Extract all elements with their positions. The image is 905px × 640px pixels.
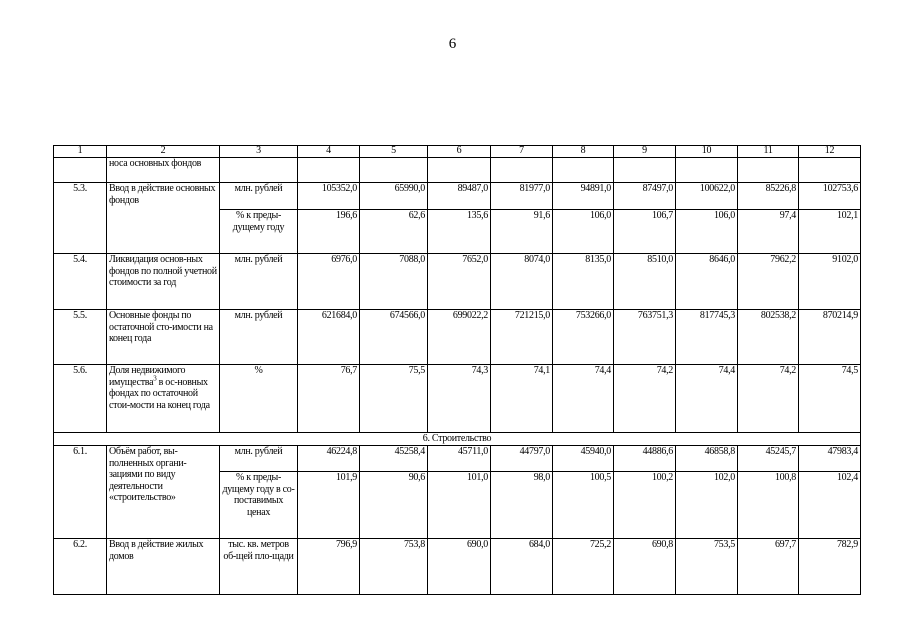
value-cell: 102,1 [799, 210, 861, 254]
row-number: 5.6. [54, 365, 107, 433]
column-number: 10 [676, 146, 738, 158]
indicator-name-part: Доля недвижимого имущества [109, 365, 186, 388]
value-cell: 8510,0 [614, 254, 676, 310]
value-cell: 699022,2 [428, 310, 491, 365]
value-cell: 690,0 [428, 539, 491, 595]
value-cell: 44797,0 [491, 446, 553, 472]
unit-cell: млн. рублей [220, 446, 298, 472]
value-cell: 46224,8 [298, 446, 360, 472]
value-cell: 62,6 [360, 210, 428, 254]
page-number: 6 [448, 36, 457, 52]
value-cell: 74,5 [799, 365, 861, 433]
value-cell: 802538,2 [738, 310, 799, 365]
value-cell: 763751,3 [614, 310, 676, 365]
table-row [54, 310, 861, 365]
value-cell: 753,5 [676, 539, 738, 595]
value-cell: 45245,7 [738, 446, 799, 472]
value-cell: 796,9 [298, 539, 360, 595]
value-cell: 85226,8 [738, 183, 799, 210]
footnote-mark: 3 [153, 374, 157, 383]
value-cell: 7088,0 [360, 254, 428, 310]
value-cell: 44886,6 [614, 446, 676, 472]
value-cell: 74,1 [491, 365, 553, 433]
value-cell: 8135,0 [553, 254, 614, 310]
column-number: 12 [799, 146, 861, 158]
value-cell: 45940,0 [553, 446, 614, 472]
value-cell: 97,4 [738, 210, 799, 254]
value-cell: 47983,4 [799, 446, 861, 472]
value-cell: 100,2 [614, 472, 676, 539]
value-cell: 725,2 [553, 539, 614, 595]
column-number: 9 [614, 146, 676, 158]
value-cell: 75,5 [360, 365, 428, 433]
section-header-row [54, 433, 861, 446]
indicator-name-part: в ос-новных фондах по остаточной стои-мости на конец года [109, 376, 210, 411]
value-cell: 196,6 [298, 210, 360, 254]
value-cell: 674566,0 [360, 310, 428, 365]
unit-cell: млн. рублей [220, 183, 298, 210]
indicator-name: Ввод в действие основных фондов [107, 183, 220, 254]
value-cell: 621684,0 [298, 310, 360, 365]
value-cell: 721215,0 [491, 310, 553, 365]
value-cell: 101,9 [298, 472, 360, 539]
value-cell: 753266,0 [553, 310, 614, 365]
unit-cell: % к преды-дущему году [220, 210, 298, 254]
unit-cell: млн. рублей [220, 310, 298, 365]
value-cell: 102753,6 [799, 183, 861, 210]
value-cell: 74,4 [553, 365, 614, 433]
column-number: 6 [428, 146, 491, 158]
value-cell: 106,0 [676, 210, 738, 254]
indicator-name: Ликвидация основ-ных фондов по полной учетной стоимости за год [107, 254, 220, 310]
value-cell: 91,6 [491, 210, 553, 254]
value-cell: 74,2 [614, 365, 676, 433]
table-row [54, 158, 861, 183]
indicator-name: Объём работ, вы-полненных органи-зациями по виду деятельности «строительство» [107, 446, 220, 539]
value-cell: 74,2 [738, 365, 799, 433]
value-cell: 101,0 [428, 472, 491, 539]
value-cell: 106,0 [553, 210, 614, 254]
value-cell: 135,6 [428, 210, 491, 254]
value-cell: 100,5 [553, 472, 614, 539]
column-number: 5 [360, 146, 428, 158]
value-cell: 90,6 [360, 472, 428, 539]
section-title: 6. Строительство [54, 433, 861, 446]
indicator-name: Основные фонды по остаточной сто-имости на конец года [107, 310, 220, 365]
column-number: 7 [491, 146, 553, 158]
table-row [54, 183, 861, 210]
column-number: 11 [738, 146, 799, 158]
value-cell: 753,8 [360, 539, 428, 595]
value-cell: 8074,0 [491, 254, 553, 310]
value-cell: 76,7 [298, 365, 360, 433]
value-cell: 8646,0 [676, 254, 738, 310]
indicator-name: Ввод в действие жилых домов [107, 539, 220, 595]
row-number: 5.5. [54, 310, 107, 365]
row-number: 5.3. [54, 183, 107, 254]
table-row [54, 365, 861, 433]
row-number: 5.4. [54, 254, 107, 310]
value-cell: 100622,0 [676, 183, 738, 210]
column-number: 4 [298, 146, 360, 158]
value-cell: 87497,0 [614, 183, 676, 210]
value-cell: 98,0 [491, 472, 553, 539]
value-cell: 65990,0 [360, 183, 428, 210]
unit-cell: % к преды-дущему году в со-поставимых ценах [220, 472, 298, 539]
value-cell: 782,9 [799, 539, 861, 595]
column-number: 3 [220, 146, 298, 158]
value-cell: 6976,0 [298, 254, 360, 310]
table-row [54, 539, 861, 595]
row-number: 6.1. [54, 446, 107, 539]
row-number [54, 158, 107, 183]
indicator-name [107, 365, 220, 433]
value-cell: 106,7 [614, 210, 676, 254]
unit-cell: млн. рублей [220, 254, 298, 310]
value-cell: 74,4 [676, 365, 738, 433]
value-cell: 102,4 [799, 472, 861, 539]
table-row [54, 446, 861, 472]
value-cell: 81977,0 [491, 183, 553, 210]
value-cell: 46858,8 [676, 446, 738, 472]
value-cell: 7652,0 [428, 254, 491, 310]
value-cell: 684,0 [491, 539, 553, 595]
value-cell: 94891,0 [553, 183, 614, 210]
value-cell: 45258,4 [360, 446, 428, 472]
column-number: 2 [107, 146, 220, 158]
unit-cell: % [220, 365, 298, 433]
value-cell: 89487,0 [428, 183, 491, 210]
statistics-table [53, 145, 861, 595]
value-cell: 9102,0 [799, 254, 861, 310]
value-cell: 7962,2 [738, 254, 799, 310]
table-row [54, 254, 861, 310]
value-cell: 102,0 [676, 472, 738, 539]
value-cell: 74,3 [428, 365, 491, 433]
value-cell: 817745,3 [676, 310, 738, 365]
column-number: 8 [553, 146, 614, 158]
value-cell: 870214,9 [799, 310, 861, 365]
indicator-name: носа основных фондов [107, 158, 220, 183]
value-cell: 100,8 [738, 472, 799, 539]
value-cell: 697,7 [738, 539, 799, 595]
unit-cell: тыс. кв. метров об-щей пло-щади [220, 539, 298, 595]
row-number: 6.2. [54, 539, 107, 595]
value-cell: 690,8 [614, 539, 676, 595]
column-number-row [54, 146, 861, 158]
value-cell: 45711,0 [428, 446, 491, 472]
column-number: 1 [54, 146, 107, 158]
value-cell: 105352,0 [298, 183, 360, 210]
